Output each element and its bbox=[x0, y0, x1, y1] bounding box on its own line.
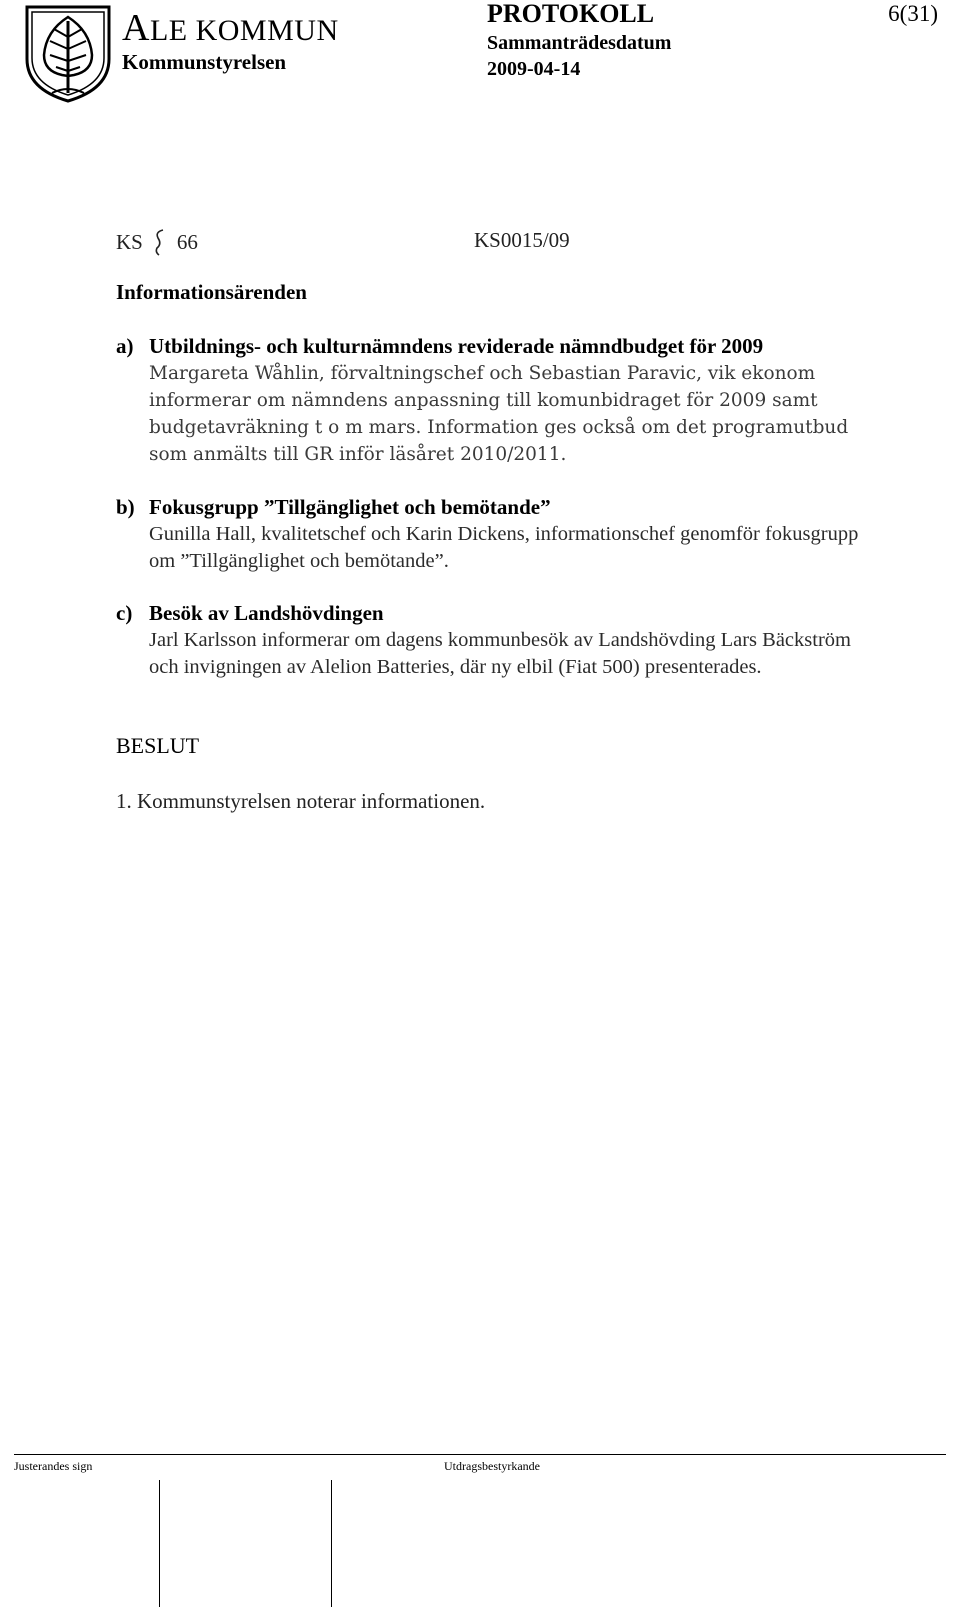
org-name-rest: LE KOMMUN bbox=[149, 14, 339, 47]
meeting-date-value: 2009-04-14 bbox=[487, 58, 581, 80]
info-item-body: Gunilla Hall, kvalitetschef och Karin Dickens, informationschef genomför fokusgrupp om ”Tillgänglighet och bemötande”. bbox=[149, 523, 859, 572]
info-item-title-text: Besök av Landshövdingen bbox=[149, 601, 384, 625]
info-item-title-text: Utbildnings- och kulturnämndens reviderade nämndbudget för 2009 bbox=[149, 334, 764, 358]
info-item-c bbox=[116, 600, 876, 681]
info-item-a bbox=[116, 333, 876, 468]
signature-box-divider bbox=[331, 1480, 332, 1607]
org-name bbox=[122, 6, 339, 50]
info-item-letter: b) bbox=[116, 495, 135, 519]
org-subtitle: Kommunstyrelsen bbox=[122, 50, 287, 74]
case-number-value: 66 bbox=[176, 230, 198, 254]
decision-heading: BESLUT bbox=[116, 733, 200, 758]
meeting-date-label: Sammanträdesdatum bbox=[487, 32, 672, 54]
signature-box-divider bbox=[159, 1480, 160, 1607]
footer-sign-label: Justerandes sign bbox=[14, 1459, 93, 1473]
section-heading: Informationsärenden bbox=[116, 280, 307, 304]
document-type: PROTOKOLL bbox=[487, 0, 655, 28]
case-prefix: KS bbox=[116, 230, 143, 254]
section-sign-icon bbox=[149, 228, 171, 256]
case-number bbox=[116, 228, 198, 256]
info-item-letter: a) bbox=[116, 334, 134, 358]
info-item-title-text: Fokusgrupp ”Tillgänglighet och bemötande” bbox=[149, 495, 551, 519]
info-item-b bbox=[116, 494, 876, 575]
ale-kommun-logo-icon bbox=[22, 3, 114, 103]
org-name-initial: A bbox=[122, 7, 150, 49]
info-item-body: Margareta Wåhlin, förvaltningschef och Sebastian Paravic, vik ekonom informerar om nämndens anpassning till komunbidraget för 2009 samt budgetavräkning t o m mars. Information ges också om det programutbud som anmälts till GR inför läsåret 2010/2011. bbox=[149, 363, 849, 465]
decision-text: 1. Kommunstyrelsen noterar informationen. bbox=[116, 789, 486, 813]
page-number: 6(31) bbox=[888, 1, 938, 26]
footer-extract-label: Utdragsbestyrkande bbox=[444, 1459, 540, 1473]
case-reference: KS0015/09 bbox=[474, 228, 570, 252]
info-item-title bbox=[116, 494, 876, 521]
info-item-letter: c) bbox=[116, 601, 133, 625]
footer-divider bbox=[14, 1454, 946, 1455]
info-item-title bbox=[116, 333, 876, 360]
info-item-body: Jarl Karlsson informerar om dagens kommunbesök av Landshövding Lars Bäckström och invigningen av Alelion Batteries, där ny elbil (Fiat 500) presenterades. bbox=[149, 629, 851, 678]
info-item-title bbox=[116, 600, 876, 627]
